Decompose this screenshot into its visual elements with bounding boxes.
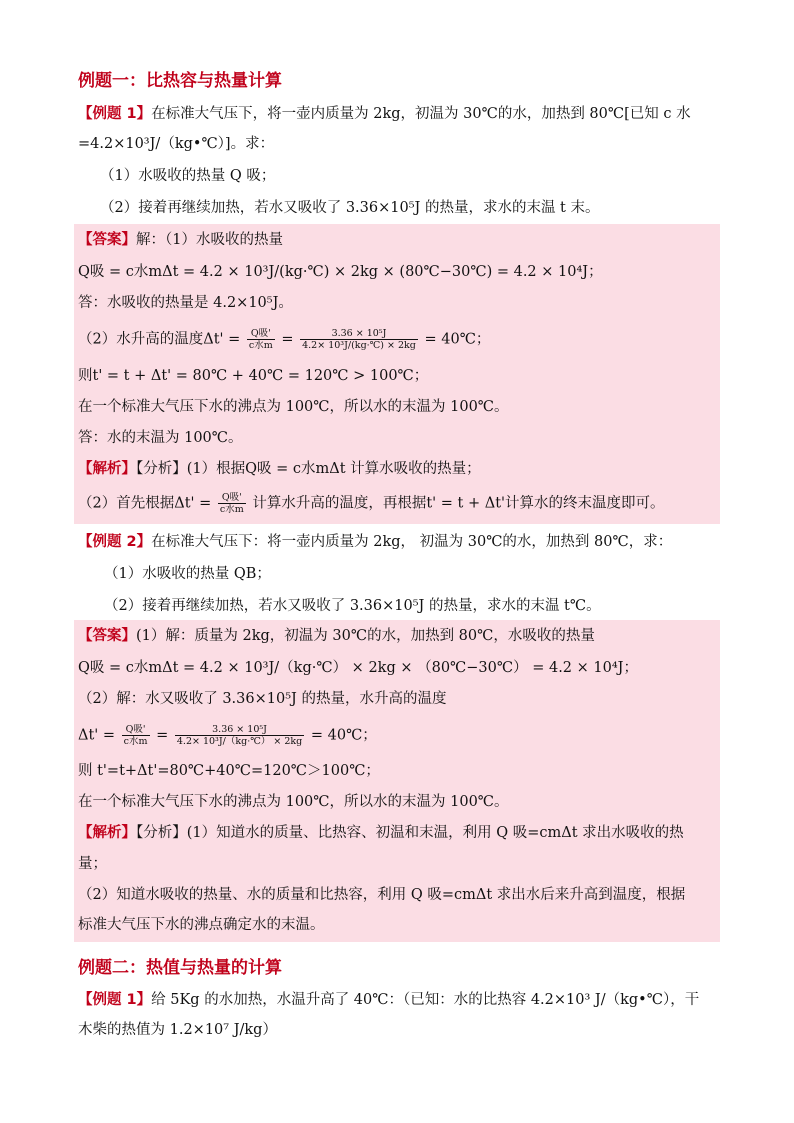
ex1-a4-frac2-num: 3.36 × 10⁵J xyxy=(300,328,418,340)
ex1-question-line1 xyxy=(78,104,691,124)
ex3-tag: 【例题 1】 xyxy=(78,992,152,1008)
ex1-a4-frac1-num: Q吸' xyxy=(247,328,275,340)
ex2-a2: Q吸 = c水mΔt = 4.2 × 10³J/（kg·℃） × 2kg × （80℃−30℃） = 4.2 × 10⁴J； xyxy=(78,660,638,676)
ex2-a4-frac1-num: Q吸' xyxy=(122,724,150,736)
section-title-1: 例题一：比热容与热量计算 xyxy=(78,71,282,91)
ex1-a4-frac2-den: 4.2× 10³J/(kg·℃) × 2kg xyxy=(302,340,416,351)
ex2-a4-eq: = xyxy=(156,727,169,744)
ex2-tag: 【例题 2】 xyxy=(78,534,152,550)
ex1-jx2 xyxy=(78,492,665,515)
ex2-a3: （2）解：水又吸收了 3.36×10⁵J 的热量，水升高的温度 xyxy=(78,691,447,707)
ex1-jx2-frac-num: Q吸' xyxy=(218,492,246,504)
ex2-jx1: 【分析】(1）知道水的质量、比热容、初温和末温，利用 Q 吸=cmΔt 求出水吸收的热 xyxy=(136,825,684,841)
ex1-a1: 解：（1）水吸收的热量 xyxy=(136,232,283,248)
ex1-a4-frac1-den: c水m xyxy=(248,340,273,351)
ex2-a1: (1）解：质量为 2kg，初温为 30℃的水，加热到 80℃，水吸收的热量 xyxy=(136,628,595,644)
ex2-a4-prefix: Δt' = xyxy=(78,727,116,744)
ex1-a4-prefix: （2）水升高的温度Δt' = xyxy=(78,331,241,348)
ex1-a7: 答：水的末温为 100℃。 xyxy=(78,430,243,446)
section-title-2: 例题二：热值与热量的计算 xyxy=(78,958,282,978)
ex2-a4-frac2-den: 4.2× 10³J/（kg·℃） × 2kg xyxy=(176,736,303,747)
ex1-q-2: （2）接着再继续加热，若水又吸收了 3.36×10⁵J 的热量，求水的末温 t 末。 xyxy=(100,200,600,216)
ex1-a4-eq: = xyxy=(281,331,294,348)
ex2-a4-suffix: = 40℃； xyxy=(310,727,377,744)
ex2-question-line1 xyxy=(78,532,672,552)
ex2-jx2b: 标准大气压下水的沸点确定水的末温。 xyxy=(78,917,325,933)
ex1-a2: Q吸 = c水mΔt = 4.2 × 10³J/(kg·℃) × 2kg × (80℃−30℃) = 4.2 × 10⁴J； xyxy=(78,264,603,280)
ex1-a4-suffix: = 40℃； xyxy=(424,331,491,348)
ex1-jx2-frac xyxy=(218,492,246,515)
ex1-jx2-suffix: 计算水升高的温度，再根据t' = t + Δt'计算水的终末温度即可。 xyxy=(252,495,665,512)
ex3-q-line1: 给 5Kg 的水加热，水温升高了 40℃：（已知：水的比热容 4.2×10³ J/（kg•℃），干 xyxy=(151,992,700,1008)
ex1-tag: 【例题 1】 xyxy=(78,106,152,122)
ex2-a5: 则 t'=t+Δt'=80℃+40℃=120℃＞100℃； xyxy=(78,763,380,779)
ex2-a4-frac2 xyxy=(175,724,304,747)
ex1-a4 xyxy=(78,328,490,351)
ex1-analysis-line1 xyxy=(78,459,481,479)
ex1-analysis-tag: 【解析】 xyxy=(78,461,136,477)
ex1-a5: 则t' = t + Δt' = 80℃ + 40℃ = 120℃ > 100℃； xyxy=(78,368,429,384)
ex2-q-2: （2）接着再继续加热，若水又吸收了 3.36×10⁵J 的热量，求水的末温 t℃。 xyxy=(104,598,601,614)
ex2-jx1b: 量； xyxy=(78,856,107,872)
ex1-a3: 答：水吸收的热量是 4.2×10⁵J。 xyxy=(78,295,293,311)
ex2-a4 xyxy=(78,724,377,747)
ex1-a4-frac2 xyxy=(300,328,418,351)
ex2-analysis-line1 xyxy=(78,823,684,843)
ex1-q-line2: =4.2×10³J/（kg•℃）]。求： xyxy=(78,136,275,152)
ex2-a4-frac1-den: c水m xyxy=(123,736,148,747)
ex1-jx2-prefix: （2）首先根据Δt' = xyxy=(78,495,212,512)
ex2-a4-frac2-num: 3.36 × 10⁵J xyxy=(175,724,304,736)
ex1-answer-tag: 【答案】 xyxy=(78,232,136,248)
ex1-q-line1: 在标准大气压下，将一壶内质量为 2kg，初温为 30℃的水，加热到 80℃[已知 c 水 xyxy=(151,106,691,122)
ex1-a4-frac1 xyxy=(247,328,275,351)
ex2-answer-tag: 【答案】 xyxy=(78,628,136,644)
ex2-q-line1: 在标准大气压下：将一壶内质量为 2kg， 初温为 30℃的水，加热到 80℃，求： xyxy=(151,534,673,550)
ex1-jx1: 【分析】(1）根据Q吸 = c水mΔt 计算水吸收的热量； xyxy=(136,461,481,477)
ex2-analysis-tag: 【解析】 xyxy=(78,825,136,841)
ex1-answer-line1 xyxy=(78,230,283,250)
ex1-q-1: （1）水吸收的热量 Q 吸； xyxy=(100,168,276,184)
ex2-answer-line1 xyxy=(78,626,595,646)
ex3-q-line2: 木柴的热值为 1.2×10⁷ J/kg） xyxy=(78,1022,277,1038)
ex2-jx2: （2）知道水吸收的热量、水的质量和比热容，利用 Q 吸=cmΔt 求出水后来升高到温度，根据 xyxy=(78,887,686,903)
ex2-q-1: （1）水吸收的热量 QB； xyxy=(104,566,271,582)
ex2-a6: 在一个标准大气压下水的沸点为 100℃，所以水的末温为 100℃。 xyxy=(78,794,509,810)
ex1-jx2-frac-den: c水m xyxy=(219,504,244,515)
ex3-question-line1 xyxy=(78,990,699,1010)
ex1-a6: 在一个标准大气压下水的沸点为 100℃，所以水的末温为 100℃。 xyxy=(78,399,509,415)
ex2-a4-frac1 xyxy=(122,724,150,747)
